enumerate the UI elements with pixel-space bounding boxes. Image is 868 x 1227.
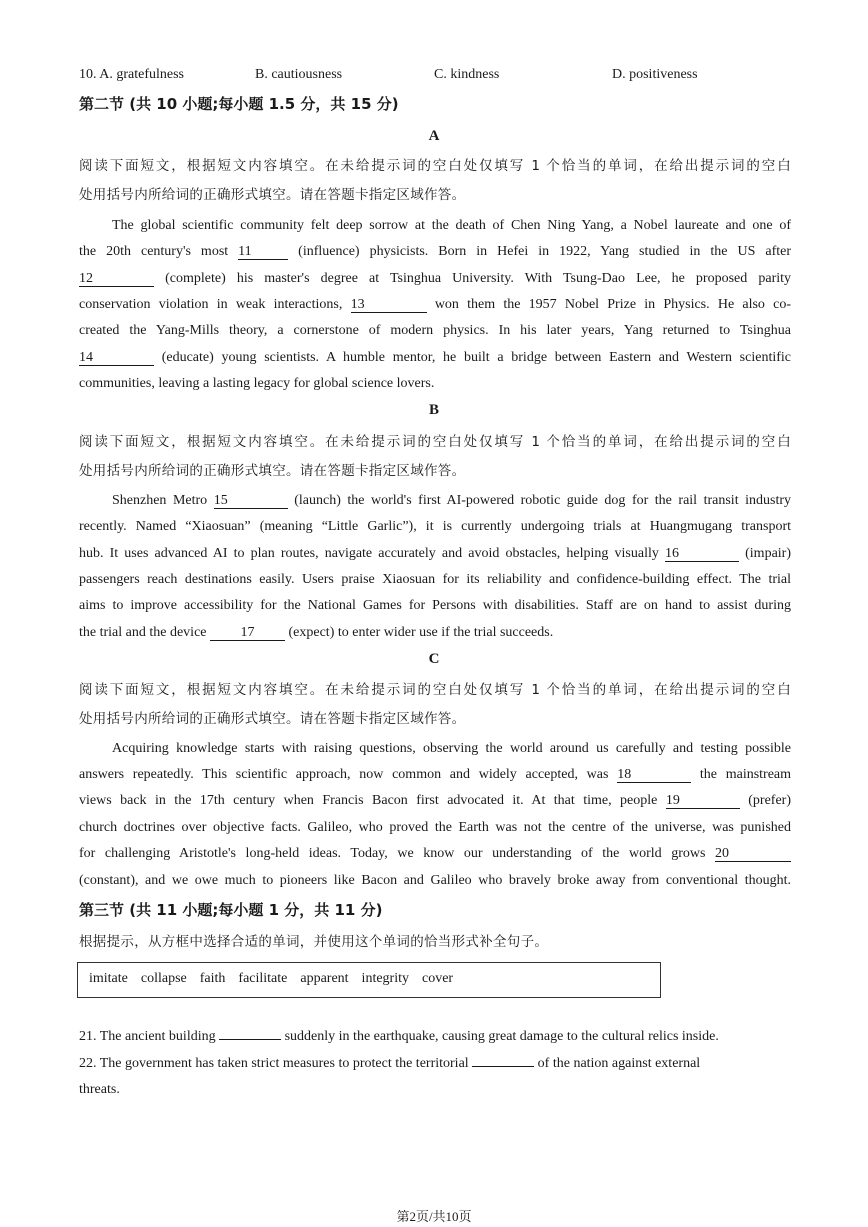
passage-c-text: views back in the 17th century when Francis Bacon first advocated it. At that time, people bbox=[79, 793, 658, 808]
passage-c-text: the mainstream bbox=[699, 767, 792, 782]
passage-c-line-5 bbox=[79, 845, 791, 863]
blank-19[interactable]: 19 bbox=[666, 793, 740, 809]
blank-15[interactable]: 15 bbox=[214, 493, 288, 509]
q10-option-a-text: A. gratefulness bbox=[99, 67, 184, 82]
passage-a-line-6 bbox=[79, 349, 791, 367]
blank-17[interactable]: 17 bbox=[210, 625, 285, 641]
passage-c-instruction-1: 阅读下面短文，根据短文内容填空。在未给提示词的空白处仅填写 1 个恰当的单词，在给出提示词的空白 bbox=[79, 682, 791, 698]
passage-b-line-5: aims to improve accessibility for the National Games for Persons with disabilities. Staff are on hand to assist during bbox=[79, 598, 791, 613]
section3-instruction: 根据提示，从方框中选择合适的单词，并使用这个单词的恰当形式补全句子。 bbox=[79, 934, 549, 950]
blank-13[interactable]: 13 bbox=[351, 297, 427, 313]
passage-b-text: (expect) to enter wider use if the trial succeeds. bbox=[288, 625, 554, 640]
passage-c-text: for challenging Aristotle's long-held ideas. Today, we know our understanding of the world grows bbox=[79, 846, 706, 861]
passage-b-line-2: recently. Named “Xiaosuan” (meaning “Little Garlic”), it is currently undergoing trials at Huangmugang transport bbox=[79, 519, 791, 534]
word-bank-words: imitate collapse faith facilitate apparent integrity cover bbox=[89, 971, 454, 986]
passage-b-line-6 bbox=[79, 624, 791, 642]
blank-14[interactable]: 14 bbox=[79, 350, 154, 366]
passage-b-text: (impair) bbox=[745, 546, 791, 561]
passage-a-text: conservation violation in weak interactions, bbox=[79, 297, 343, 312]
section3-heading: 第三节 (共 11 小题;每小题 1 分，共 11 分) bbox=[79, 901, 383, 919]
passage-c-line-4: church doctrines over objective facts. Galileo, who proved the Earth was not the centre of the universe, was punished bbox=[79, 820, 791, 835]
passage-a-text: (influence) physicists. Born in Hefei in 1922, Yang studied in the US after bbox=[298, 244, 792, 259]
passage-a-instruction-1: 阅读下面短文，根据短文内容填空。在未给提示词的空白处仅填写 1 个恰当的单词，在给出提示词的空白 bbox=[79, 158, 791, 174]
passage-b-text: Shenzhen Metro bbox=[112, 493, 208, 508]
question-22 bbox=[79, 1055, 791, 1073]
passage-a-line-2 bbox=[79, 243, 791, 261]
passage-c-line-3 bbox=[79, 792, 791, 810]
passage-b-instruction-2: 处用括号内所给词的正确形式填空。请在答题卡指定区域作答。 bbox=[79, 463, 466, 479]
passage-c-text: answers repeatedly. This scientific approach, now common and widely accepted, was bbox=[79, 767, 609, 782]
passage-a-label: A bbox=[428, 128, 440, 144]
blank-11[interactable]: 11 bbox=[238, 244, 288, 260]
blank-20[interactable]: 20 bbox=[715, 846, 791, 862]
passage-a-line-4 bbox=[79, 296, 791, 314]
passage-a-text: (complete) his master's degree at Tsinghua University. With Tsung-Dao Lee, he proposed parity bbox=[165, 271, 792, 286]
passage-a-text: won them the 1957 Nobel Prize in Physics. He also co- bbox=[434, 297, 792, 312]
passage-c-text: (prefer) bbox=[748, 793, 792, 808]
q22-blank[interactable] bbox=[472, 1066, 534, 1067]
passage-a-line-1: The global scientific community felt deep sorrow at the death of Chen Ning Yang, a Nobel laureate and one of bbox=[112, 218, 791, 233]
passage-a-line-7: communities, leaving a lasting legacy for global science lovers. bbox=[79, 376, 435, 391]
passage-b-line-3 bbox=[79, 545, 791, 563]
section2-heading: 第二节 (共 10 小题;每小题 1.5 分，共 15 分) bbox=[79, 95, 399, 113]
passage-b-line-1 bbox=[79, 492, 791, 510]
word-bank-box bbox=[77, 962, 661, 998]
passage-c-instruction-2: 处用括号内所给词的正确形式填空。请在答题卡指定区域作答。 bbox=[79, 711, 466, 727]
passage-a-text: (educate) young scientists. A humble mentor, he built a bridge between Eastern and Western scientific bbox=[161, 350, 791, 365]
passage-a-text: the 20th century's most bbox=[79, 244, 229, 259]
question-21 bbox=[79, 1028, 791, 1046]
passage-b-label: B bbox=[428, 402, 439, 418]
passage-a-line-3 bbox=[79, 270, 791, 288]
q21-blank[interactable] bbox=[219, 1039, 281, 1040]
blank-12[interactable]: 12 bbox=[79, 271, 154, 287]
q10-option-b: B. cautiousness bbox=[255, 67, 343, 82]
q10-option-c: C. kindness bbox=[434, 67, 500, 82]
passage-c-line-2 bbox=[79, 766, 791, 784]
q22-text-start: 22. The government has taken strict measures to protect the territorial bbox=[79, 1056, 469, 1071]
passage-b-text: the trial and the device bbox=[79, 625, 207, 640]
passage-b-text: hub. It uses advanced AI to plan routes, navigate accurately and avoid obstacles, helping visually bbox=[79, 546, 659, 561]
question-22-continued: threats. bbox=[79, 1082, 120, 1097]
q21-text-start: 21. The ancient building bbox=[79, 1029, 216, 1044]
passage-a-instruction-2: 处用括号内所给词的正确形式填空。请在答题卡指定区域作答。 bbox=[79, 187, 466, 203]
passage-a-line-5: created the Yang-Mills theory, a cornerstone of modern physics. In his later years, Yang returned to Tsinghua bbox=[79, 323, 791, 338]
q10-number: 10. bbox=[79, 67, 97, 82]
page-number: 第2页/共10页 bbox=[396, 1209, 472, 1224]
q10-option-a bbox=[79, 66, 184, 84]
q21-text-end: suddenly in the earthquake, causing great damage to the cultural relics inside. bbox=[284, 1029, 719, 1044]
passage-b-instruction-1: 阅读下面短文，根据短文内容填空。在未给提示词的空白处仅填写 1 个恰当的单词，在给出提示词的空白 bbox=[79, 434, 791, 450]
blank-18[interactable]: 18 bbox=[617, 767, 691, 783]
passage-b-text: (launch) the world's first AI-powered robotic guide dog for the rail transit industry bbox=[294, 493, 792, 508]
blank-16[interactable]: 16 bbox=[665, 546, 739, 562]
q22-text-end: of the nation against external bbox=[537, 1056, 701, 1071]
passage-c-line-1: Acquiring knowledge starts with raising questions, observing the world around us carefully and testing possible bbox=[112, 741, 791, 756]
passage-c-label: C bbox=[428, 651, 440, 667]
passage-b-line-4: passengers reach destinations easily. Users praise Xiaosuan for its reliability and confidence-building effect. The trial bbox=[79, 572, 791, 587]
q10-option-d: D. positiveness bbox=[612, 67, 698, 82]
passage-c-line-6: (constant), and we owe much to pioneers like Bacon and Galileo who bravely broke away from conventional thought. bbox=[79, 873, 791, 888]
